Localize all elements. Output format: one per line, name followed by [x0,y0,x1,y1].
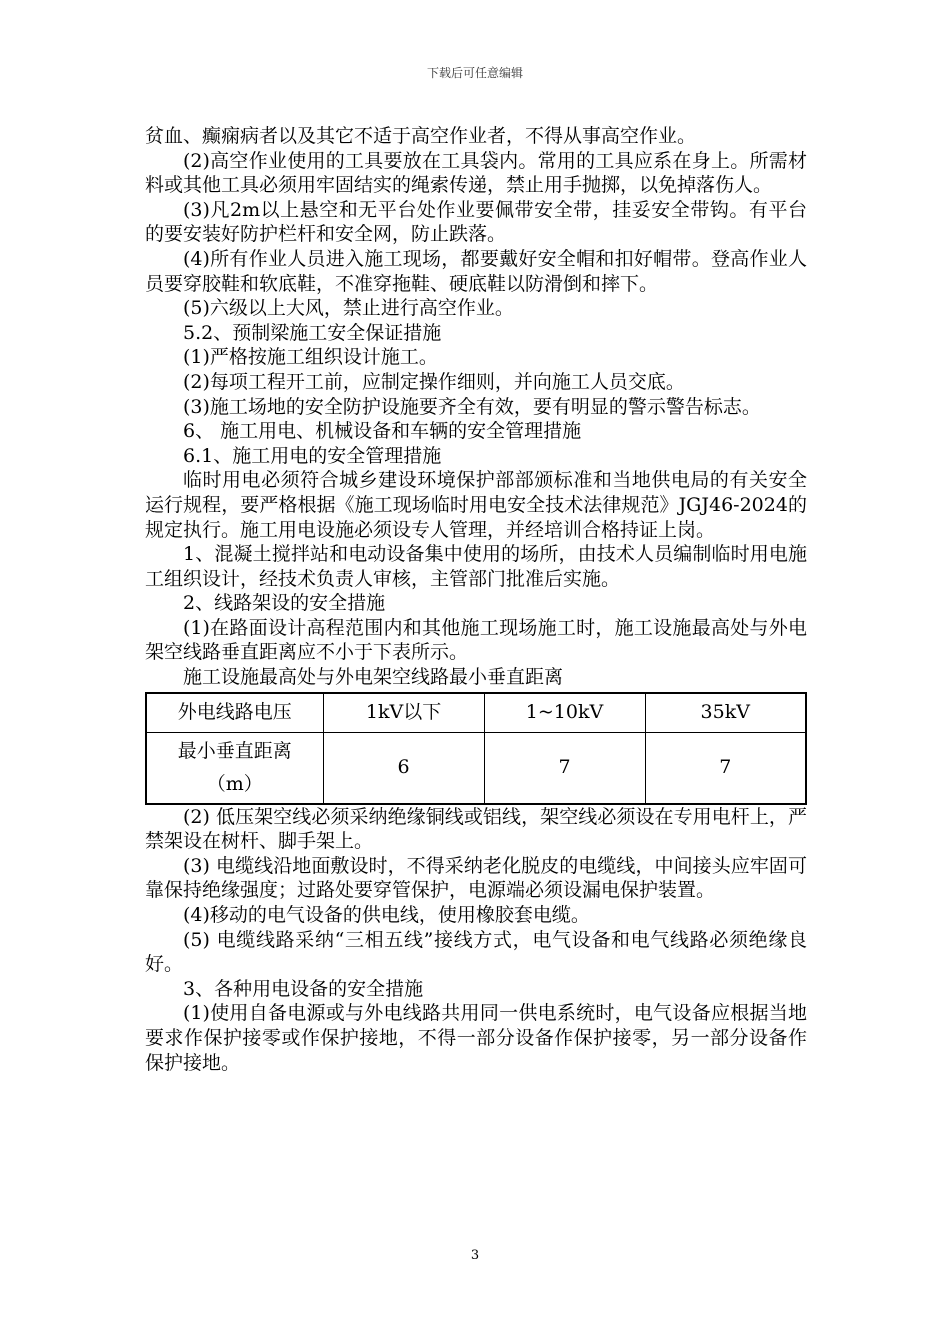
section-heading: 5.2、预制梁施工安全保证措施 [183,321,442,344]
section-heading: 6.1、施工用电的安全管理措施 [183,444,442,467]
paragraph: (2) 低压架空线必须采纳绝缘铜线或铝线，架空线必须设在专用电杆上，严禁架设在树杆、脚手架上。 [145,805,807,853]
paragraph: 贫血、癫痫病者以及其它不适于高空作业者，不得从事高空作业。 [145,125,697,147]
paragraph: (2)高空作业使用的工具要放在工具袋内。常用的工具应系在身上。所需材料或其他工具必须用牢固结实的绳索传递，禁止用手抛掷，以免掉落伤人。 [145,149,807,197]
table-cell: 7 [484,732,645,804]
paragraph: 1、混凝土搅拌站和电动设备集中使用的场所，由技术人员编制临时用电施工组织设计，经技术负责人审核，主管部门批准后实施。 [145,543,807,590]
paragraph: (2)每项工程开工前，应制定操作细则，并向施工人员交底。 [183,370,685,393]
table-cell: 35kV [645,693,806,733]
paragraph: (3)施工场地的安全防护设施要齐全有效，要有明显的警示警告标志。 [183,395,761,418]
paragraph: (5)六级以上大风，禁止进行高空作业。 [183,297,514,320]
table-cell [146,732,323,804]
page-number: 3 [470,1248,480,1263]
paragraph: (3)凡2m以上悬空和无平台处作业要佩带安全带，挂妥安全带钩。有平台的要安装好防护栏杆和安全网，防止跌落。 [145,198,807,246]
table-cell: 1~10kV [484,693,645,733]
table-caption: 施工设施最高处与外电架空线路最小垂直距离 [183,666,564,689]
table-cell: 6 [323,732,484,804]
table-cell-label: 最小垂直距离 [177,740,292,763]
paragraph: 临时用电必须符合城乡建设环境保护部部颁标准和当地供电局的有关安全运行规程，要严格根据《施工现场临时用电安全技术法律规范》JGJ46-2024的规定执行。施工用电设施必须设专人管理，并经培训合格持证上岗。 [145,469,807,541]
table-cell-unit: （m） [206,772,263,795]
section-heading: 2、线路架设的安全措施 [183,592,386,615]
paragraph: (1)使用自备电源或与外电线路共用同一供电系统时，电气设备应根据当地要求作保护接零或作保护接地，不得一部分设备作保护接零，另一部分设备作保护接地。 [145,1002,807,1074]
table-cell: 外电线路电压 [146,693,323,733]
section-heading: 6、 施工用电、机械设备和车辆的安全管理措施 [183,420,582,443]
paragraph: (4)移动的电气设备的供电线，使用橡胶套电缆。 [183,904,590,927]
paragraph: (1)严格按施工组织设计施工。 [183,346,438,369]
paragraph: (4)所有作业人员进入施工现场，都要戴好安全帽和扣好帽带。登高作业人员要穿胶鞋和软底鞋，不准穿拖鞋、硬底鞋以防滑倒和摔下。 [145,247,807,295]
table-cell: 1kV以下 [323,693,484,733]
page-header: 下载后可任意编辑 [426,66,523,80]
paragraph: (3) 电缆线沿地面敷设时，不得采纳老化脱皮的电缆线，中间接头应牢固可靠保持绝缘强度；过路处要穿管保护，电源端必须设漏电保护装置。 [145,854,807,902]
table-row [146,732,806,804]
section-heading: 3、各种用电设备的安全措施 [183,977,424,1000]
table-row [146,693,806,733]
table-cell: 7 [645,732,806,804]
document-body [145,124,807,1075]
distance-table [145,692,807,805]
paragraph: (5) 电缆线路采纳“三相五线”接线方式，电气设备和电气线路必须绝缘良好。 [145,928,807,976]
paragraph: (1)在路面设计高程范围内和其他施工现场施工时，施工设施最高处与外电架空线路垂直距离应不小于下表所示。 [145,616,807,664]
